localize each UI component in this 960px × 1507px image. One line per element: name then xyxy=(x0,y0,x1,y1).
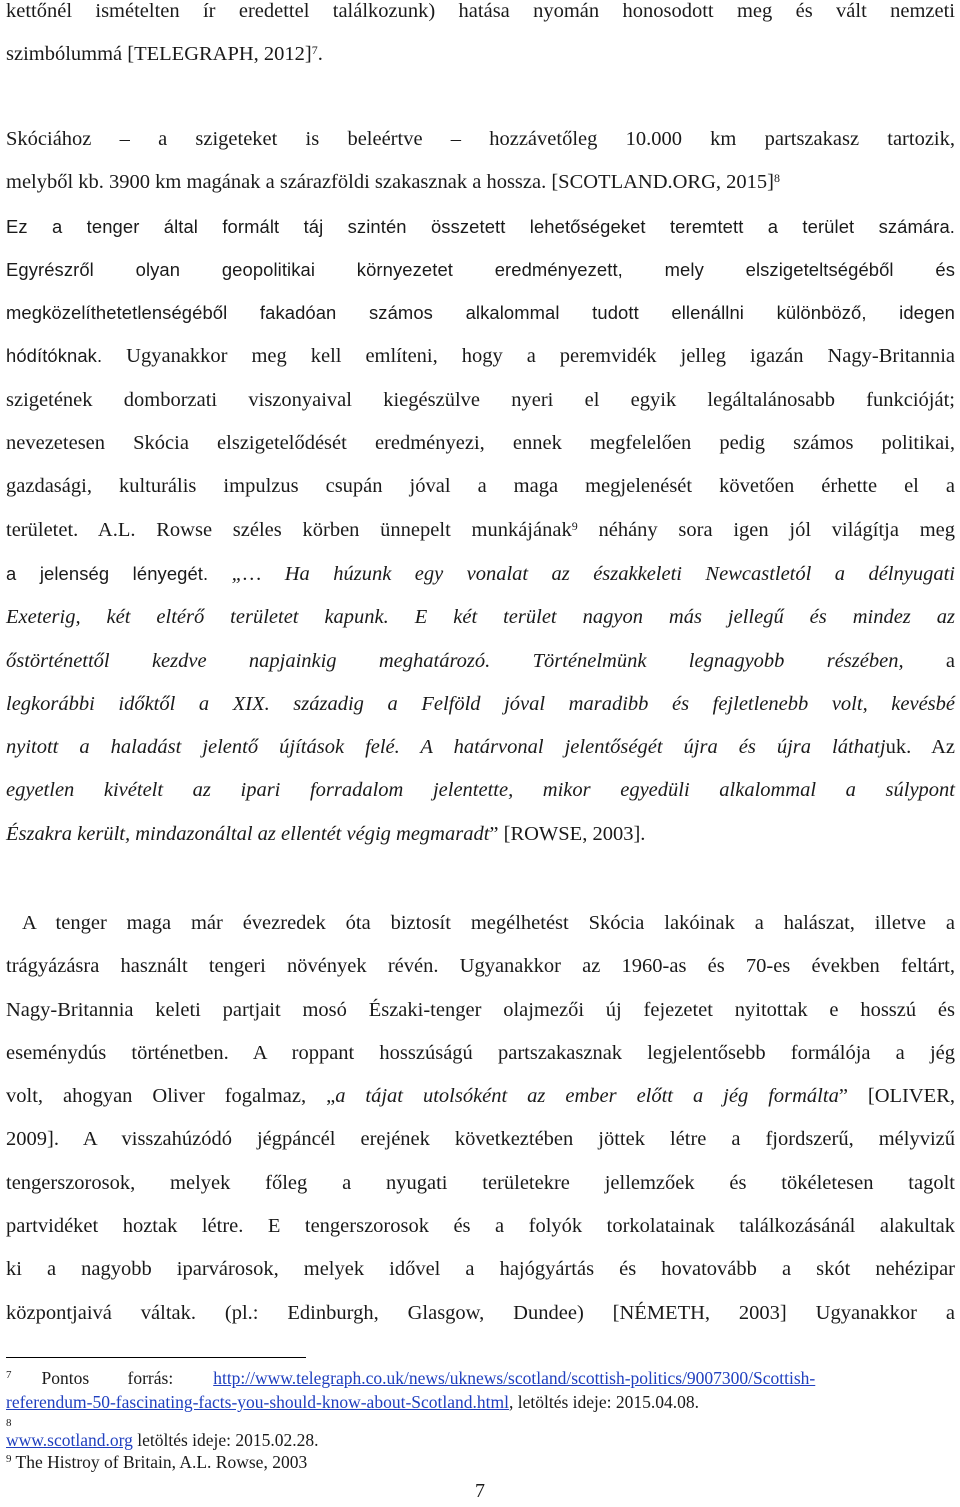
footnote-link[interactable]: referendum-50-fascinating-facts-you-should-know-about-Scotland.html xyxy=(6,1392,509,1412)
footnote-number: 8 xyxy=(6,1417,12,1429)
text-line: hódítóknak. Ugyanakkor meg kell említeni, hogy a peremvidék jelleg igazán Nagy-Britannia xyxy=(6,345,955,368)
footnote-ref-8[interactable]: 8 xyxy=(774,171,780,186)
footnote-prefix: Pontos forrás: xyxy=(41,1368,174,1388)
text-line: Nagy-Britannia keleti partjait mosó Északi-tenger olajmezői új fejezetet nyitottak e hosszú és xyxy=(6,998,955,1021)
text-line: trágyázásra használt tengeri növények révén. Ugyanakkor az 1960-as és 70-es években feltárt, xyxy=(6,955,955,978)
text-line: Skóciához – a szigeteket is beleértve – hozzávetőleg 10.000 km partszakasz tartozik, xyxy=(6,128,955,150)
paragraph-continuation xyxy=(6,0,955,77)
quotation-line: Exeterig, két eltérő területet kapunk. E két terület nagyon más jellegű és mindez az xyxy=(6,606,955,629)
text-line: a jelenség lényegét. „… Ha húzunk egy vonalat az északkeleti Newcastletól a délnyugati xyxy=(6,562,955,585)
text-line: kettőnél ismételten ír eredettel találkozunk) hatása nyomán honosodott meg és vált nemzeti xyxy=(6,0,955,22)
text-line: nevezetesen Skócia elszigetelődését eredményezi, ennek megfelelően pedig számos politikai, xyxy=(6,432,955,455)
footnote-7 xyxy=(6,1366,956,1390)
text-line: szimbólummá [TELEGRAPH, 2012]$^7$. xyxy=(6,43,323,66)
footnote-9: $^9$ The Histroy of Britain, A.L. Rowse, 2003 xyxy=(6,1452,308,1472)
text-line: eseménydús történetben. A roppant hosszúságú partszakasznak legjelentősebb formálója a jég xyxy=(6,1041,955,1064)
footnote-link[interactable]: www.scotland.org xyxy=(6,1430,133,1450)
footnote-number: 9 xyxy=(6,1453,12,1465)
quotation-line: őstörténettől kezdve napjainkig meghatározó. Történelmünk legnagyobb részében, a xyxy=(6,649,955,672)
footnote-link[interactable]: http://www.telegraph.co.uk/news/uknews/scotland/scottish-politics/9007300/Scottish- xyxy=(213,1368,816,1388)
quotation-text: a tájat utolsóként az ember előtt a jég formálta xyxy=(335,1085,839,1108)
footnote-separator xyxy=(6,1357,306,1358)
paragraph-sea-livelihood xyxy=(6,902,955,1335)
footnote-ref-9[interactable]: 9 xyxy=(571,518,578,533)
text-line: központjaivá váltak. (pl.: Edinburgh, Glasgow, Dundee) [NÉMETH, 2003] Ugyanakkor a xyxy=(6,1301,955,1324)
quotation-line: Északra került, mindazonáltal az ellentét végig megmaradt” [ROWSE, 2003]. xyxy=(6,822,646,845)
text-line: volt, ahogyan Oliver fogalmaz, „a tájat utolsóként az ember előtt a jég formálta” [OLIVER, xyxy=(6,1085,955,1108)
text-line: szigetének domborzati viszonyaival kiegészülve nyeri el egyik legáltalánosabb funkcióját; xyxy=(6,388,955,411)
text-line: melyből kb. 3900 km magának a szárazföldi szakasznak a hossza. [SCOTLAND.ORG, 2015]$^8$ xyxy=(6,171,780,194)
footnote-7-cont: referendum-50-fascinating-facts-you-should-know-about-Scotland.html, letöltés ideje: 2015.04.08. xyxy=(6,1392,700,1412)
text-line: A tenger maga már évezredek óta biztosít megélhetést Skócia lakóinak a halászat, illetve a xyxy=(22,912,955,934)
footnote-8: $^8$ www.scotland.org letöltés ideje: 2015.02.28. xyxy=(6,1417,319,1450)
quotation-line: legkorábbi időktől a XIX. századig a Felföld jóval maradibb és fejletlenebb volt, kevésbé xyxy=(6,692,955,715)
text-line: területet. A.L. Rowse széles körben ünnepelt munkájának$^9$ néhány sora igen jól világítja meg xyxy=(6,518,955,541)
text-line: tengerszorosok, melyek főleg a nyugati területekre jellemzőek és tökéletesen tagolt xyxy=(6,1171,955,1194)
quotation-line: egyetlen kivételt az ipari forradalom jelentette, mikor egyedüli alkalommal a súlypont xyxy=(6,779,955,802)
quotation-text: „… Ha húzunk egy vonalat az északkeleti Newcastletól a délnyugati xyxy=(208,562,955,585)
text-line: ki a nagyobb iparvárosok, melyek idővel a hajógyártás és hovatovább a skót nehézipar xyxy=(6,1258,955,1281)
quotation-line: nyitott a haladást jelentő újítások felé. A határvonal jelentőségét újra és újra láthatjuk. Az xyxy=(6,736,955,759)
text-line: Ez a tenger által formált táj szintén összetett lehetőségeket teremtett a terület számára. xyxy=(6,215,955,237)
text-line: gazdasági, kulturális impulzus csupán jóval a maga megjelenését követően érhette el a xyxy=(6,475,955,498)
text-line: megközelíthetetlenségéből fakadóan számos alkalommal tudott ellenállni különböző, idegen xyxy=(6,302,955,324)
footnotes xyxy=(6,1366,956,1474)
footnote-ref-7[interactable]: 7 xyxy=(311,43,318,58)
paragraph-scotland-coast xyxy=(6,118,955,856)
page-number: 7 xyxy=(475,1480,485,1502)
footnote-number: 7 xyxy=(6,1369,12,1381)
text-line: Egyrészről olyan geopolitikai környezetet eredményezett, mely elszigeteltségéből és xyxy=(6,258,955,280)
text-line: 2009]. A visszahúzódó jégpáncél erejének következtében jöttek létre a fjordszerű, mélyvizű xyxy=(6,1128,955,1151)
text-line: partvidéket hoztak létre. E tengerszorosok és a folyók torkolatainak találkozásánál alakultak xyxy=(6,1215,955,1238)
